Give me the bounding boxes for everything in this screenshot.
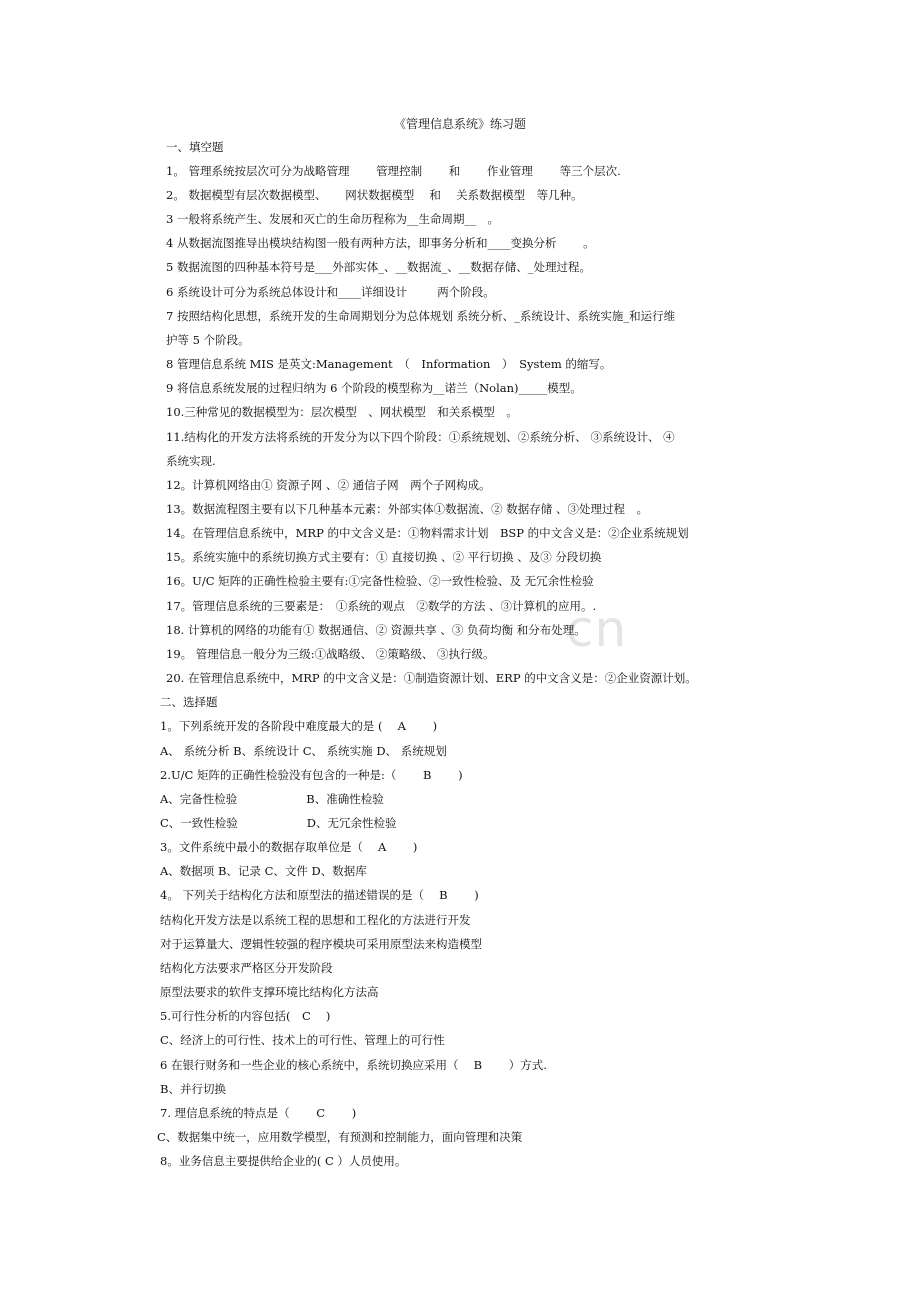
text-line: 14。在管理信息系统中，MRP 的中文含义是：①物料需求计划 BSP 的中文含义是：②企业系统规划 [166, 526, 689, 540]
text-line: 8 管理信息系统 MIS 是英文:Management （ Information ） System 的缩写。 [166, 357, 612, 371]
text-line: 系统实现. [166, 454, 216, 468]
text-line: 9 将信息系统发展的过程归纳为 6 个阶段的模型称为__诺兰（Nolan)_____模型。 [166, 381, 582, 395]
text-line: 5.可行性分析的内容包括( C ) [160, 1009, 331, 1023]
text-line: 4 从数据流图推导出模块结构图一般有两种方法，即事务分析和____变换分析 。 [166, 236, 595, 250]
text-line: C、经济上的可行性、技术上的可行性、管理上的可行性 [160, 1033, 445, 1047]
text-line: 18. 计算机的网络的功能有① 数据通信、② 资源共享 、③ 负荷均衡 和分布处理。 [166, 623, 586, 637]
text-line: A、数据项 B、记录 C、文件 D、数据库 [160, 864, 367, 878]
text-line: C、一致性检验 D、无冗余性检验 [160, 816, 397, 830]
text-line: 7 按照结构化思想，系统开发的生命周期划分为总体规划 系统分析、_系统设计、系统实施_和运行维 [166, 309, 676, 323]
text-line: 1。下列系统开发的各阶段中难度最大的是 ( A ) [160, 719, 438, 733]
text-line: 原型法要求的软件支撑环境比结构化方法高 [160, 985, 379, 999]
section-heading-fill-blank: 一、填空题 [166, 140, 224, 154]
text-line: 10.三种常见的数据模型为：层次模型 、网状模型 和关系模型 。 [166, 405, 518, 419]
text-line: 2。 数据模型有层次数据模型、 网状数据模型 和 关系数据模型 等几种。 [166, 188, 583, 202]
text-line: 20. 在管理信息系统中，MRP 的中文含义是：①制造资源计划、ERP 的中文含义是：②企业资源计划。 [166, 671, 697, 685]
text-line: 6 在银行财务和一些企业的核心系统中，系统切换应采用（ B ）方式. [160, 1058, 547, 1072]
text-line: 16。U/C 矩阵的正确性检验主要有:①完备性检验、②一致性检验、及 无冗余性检验 [166, 574, 594, 588]
text-line: B、并行切换 [160, 1082, 226, 1096]
text-line: 12。计算机网络由① 资源子网 、② 通信子网 两个子网构成。 [166, 478, 491, 492]
text-line: 结构化开发方法是以系统工程的思想和工程化的方法进行开发 [160, 913, 471, 927]
text-line: A、 系统分析 B、系统设计 C、 系统实施 D、 系统规划 [160, 744, 447, 758]
document-title: 《管理信息系统》练习题 [393, 117, 526, 131]
text-line: 11.结构化的开发方法将系统的开发分为以下四个阶段：①系统规划、②系统分析、 ③系统设计、 ④ [166, 430, 675, 444]
text-line: 7. 理信息系统的特点是（ C ) [160, 1106, 357, 1120]
text-line: 17。管理信息系统的三要素是： ①系统的观点 ②数学的方法 、③计算机的应用。. [166, 599, 597, 613]
text-line: 4。 下列关于结构化方法和原型法的描述错误的是（ B ) [160, 888, 479, 902]
text-line: 6 系统设计可分为系统总体设计和____详细设计 两个阶段。 [166, 285, 495, 299]
text-line: A、完备性检验 B、准确性检验 [160, 792, 384, 806]
text-line: C、数据集中统一，应用数学模型，有预测和控制能力，面向管理和决策 [157, 1130, 523, 1144]
text-line: 15。系统实施中的系统切换方式主要有：① 直接切换 、② 平行切换 、及③ 分段切换 [166, 550, 602, 564]
text-line: 19。 管理信息一般分为三级:①战略级、 ②策略级、 ③执行级。 [166, 647, 495, 661]
text-line: 8。业务信息主要提供给企业的( C ）人员使用。 [160, 1154, 407, 1168]
text-line: 13。数据流程图主要有以下几种基本元素：外部实体①数据流、② 数据存储 、③处理过程 。 [166, 502, 648, 516]
text-line: 护等 5 个阶段。 [166, 333, 250, 347]
text-line: 3 一般将系统产生、发展和灭亡的生命历程称为__生命周期__ 。 [166, 212, 499, 226]
section-heading-choice: 二、选择题 [160, 695, 218, 709]
text-line: 1。 管理系统按层次可分为战略管理 管理控制 和 作业管理 等三个层次. [166, 164, 621, 178]
text-line: 5 数据流图的四种基本符号是___外部实体_、__数据流_、__数据存储、_处理过程。 [166, 260, 591, 274]
watermark: cn [566, 600, 628, 658]
text-line: 2.U/C 矩阵的正确性检验没有包含的一种是:（ B ) [160, 768, 463, 782]
text-line: 对于运算量大、逻辑性较强的程序模块可采用原型法来构造模型 [160, 937, 482, 951]
text-line: 3。文件系统中最小的数据存取单位是（ A ) [160, 840, 418, 854]
text-line: 结构化方法要求严格区分开发阶段 [160, 961, 333, 975]
